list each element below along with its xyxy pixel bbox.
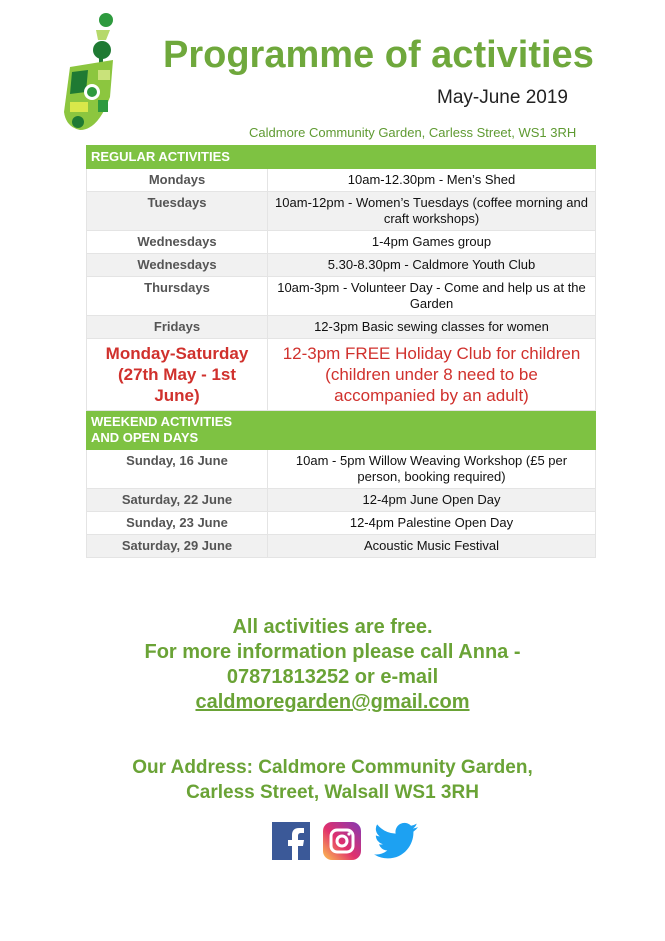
date-range: May-June 2019: [437, 87, 568, 108]
activities-table: [86, 145, 596, 558]
caldmore-garden-logo: [58, 12, 118, 132]
table-row: Tuesdays 10am-12pm - Women’s Tuesdays (coffee morning and craft workshops): [87, 192, 596, 231]
email-link[interactable]: caldmoregarden@gmail.com: [195, 691, 470, 713]
postal-address: Our Address: Caldmore Community Garden, Carless Street, Walsall WS1 3RH: [132, 757, 533, 803]
venue-address: Caldmore Community Garden, Carless Street, WS1 3RH: [249, 125, 577, 140]
section-header-regular: REGULAR ACTIVITIES: [87, 146, 596, 169]
table-row: Sunday, 23 June 12-4pm Palestine Open Day: [87, 512, 596, 535]
table-row: Sunday, 16 June 10am - 5pm Willow Weaving Workshop (£5 per person, booking required): [87, 450, 596, 489]
social-links: [272, 822, 412, 860]
twitter-icon[interactable]: [374, 822, 412, 860]
free-note: All activities are free.: [232, 616, 433, 638]
table-row-holiday-club: Monday-Saturday (27th May - 1st June) 12-3pm FREE Holiday Club for children (children under 8 need to be accompanied by an adult): [87, 339, 596, 411]
table-row: Saturday, 29 June Acoustic Music Festival: [87, 535, 596, 558]
table-row: Fridays 12-3pm Basic sewing classes for women: [87, 316, 596, 339]
table-row: Mondays 10am-12.30pm - Men’s Shed: [87, 169, 596, 192]
table-row: Wednesdays 1-4pm Games group: [87, 231, 596, 254]
facebook-icon[interactable]: [272, 822, 310, 860]
section-header-weekend: WEEKEND ACTIVITIES AND OPEN DAYS: [87, 411, 596, 450]
contact-info: [0, 615, 665, 715]
phone-line: 07871813252 or e-mail: [226, 666, 439, 688]
instagram-icon[interactable]: [323, 822, 361, 860]
table-row: Wednesdays 5.30-8.30pm - Caldmore Youth Club: [87, 254, 596, 277]
contact-line: For more information please call Anna -: [144, 641, 521, 663]
page-title: Programme of activities: [163, 34, 594, 76]
table-row: Saturday, 22 June 12-4pm June Open Day: [87, 489, 596, 512]
table-row: Thursdays 10am-3pm - Volunteer Day - Come and help us at the Garden: [87, 277, 596, 316]
